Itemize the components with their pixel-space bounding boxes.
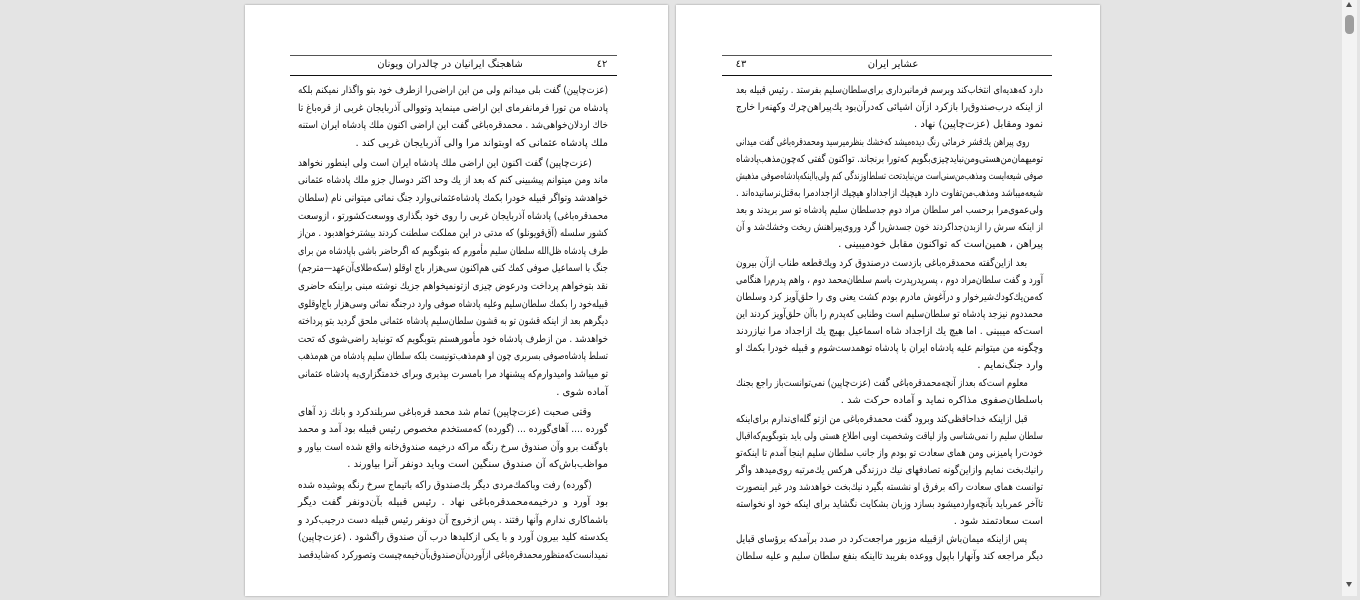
text-line: است‌که میبینی . اما هیچ یك ازاجداد شاه اسماعیل بهیچ یك ازاجداد مرا نیازردند	[736, 325, 1043, 337]
paragraph	[298, 155, 608, 401]
text-line: تو میباشد وامیدوارم‌که پیشنهاد مرا بامسرت بپذیری وبرای خدمتگزاری‌به پادشاه عثمانی	[298, 369, 608, 380]
text-line: پیراهن ، همین‌است که تواکنون مقابل خود‌میبینی .	[838, 239, 1043, 250]
text-line: باسلطان‌صفوی مذاکره نماید و آماده حرکت شد .	[840, 395, 1043, 406]
text-line: (گورده) رفت وباکمك‌مردی دیگر یك‌صندوق راکه باتیماج سرخ رنگه پوشیده شده	[298, 479, 592, 491]
text-line: شیعه‌میباشد ومذهب‌من‌تفاوت دارد هیچیك ازاجداد‌او هیچیك ازاجداد‌مرا به‌قتل‌نرسانیده‌اند .	[736, 188, 1043, 199]
scroll-down-button[interactable]	[1342, 578, 1357, 590]
paragraph	[298, 404, 608, 474]
text-line: است سعادتمند شود .	[953, 515, 1043, 527]
text-line: کشور سلسله (آق‌قویونلو) که مدتی در این مملکت سلطنت کردند بیشترخواهدبود . من‌از	[298, 228, 608, 240]
text-line: تسلط پادشاه‌صوفی بسربری چون او هم‌مذهب‌تونیست بلکه سلطان سلیم پادشاه من هم‌مذهب	[298, 351, 608, 363]
scroll-thumb[interactable]	[1345, 15, 1354, 34]
paragraph	[736, 375, 1043, 409]
text-line: (عزت‌چاپین) گفت بلی میدانم ولی من این اراضی‌را ازطرف خود بتو واگذار نمیکنم بلکه	[298, 85, 608, 96]
paragraph	[298, 477, 608, 565]
page-body	[736, 82, 1043, 566]
text-line: محمد‌دوم نیزجد پادشاه تو سلطان‌سلیم است وطنابی که‌پدرم را باآن حلق‌آویز کردند این	[736, 308, 1043, 320]
header-rule-bottom	[722, 75, 1052, 76]
header-rule-bottom	[290, 75, 617, 76]
text-line: پادشاه من تورا فرمانفرمای این اراضی مینماید وتووالی آذربایجان غربی از قره‌باغ تا	[298, 102, 608, 114]
paragraph	[736, 134, 1043, 253]
text-line: روی پیراهن یك‌قشر خرمائی رنگ دیده‌میشد که‌خشك بنظرمیرسید ومحمدقره‌باغی گفت میدانی	[736, 137, 1030, 148]
text-line: از اینکه درب‌صندوق‌را بازکرد ازآن اشیائی که‌درآن‌بود یك‌پیراهن‌چرك وکهنه‌را خارج	[736, 101, 1043, 113]
text-line: ماند ومن میتوانم پیشبینی کنم که بعد از یك وحد اکثر دوسال جزو ملك پادشاه عثمانی	[298, 175, 608, 187]
text-line: قبل ازاینکه خداحافظی‌کند وبرود گفت محمدقره‌باغی من ازتو گله‌ای‌ندارم برای‌اینکه	[736, 413, 1028, 425]
text-line: بعد ازاین‌گفته محمدقره‌باغی بازدست درصندوق کرد ویك‌قطعه طناب ازآن بیرون	[736, 257, 1028, 269]
document-page-left	[245, 5, 668, 596]
page-number: ٤٢	[596, 59, 608, 70]
page-body	[298, 82, 608, 565]
text-line: از اینکه سرش را ازبدن‌جداکردند خون جسدش‌را گرد وروی‌پیراهنش ریخت وخشك‌شد و آن	[736, 222, 1043, 233]
text-line: نمیدانست‌که‌منظور‌محمدقره‌باغی ازآوردن‌آن‌صندوق‌بآن‌خیمه‌چیست وتصورکرد که‌شاید‌قصد	[298, 549, 608, 561]
text-line: جنگ با اسماعیل صوفی کمك کنی هم‌اکنون سی‌هزار باج اوقلو (سکه‌طلای‌آن‌عهد—مترجم)	[298, 263, 608, 275]
scroll-up-button[interactable]	[1342, 0, 1357, 12]
running-title: شاهجنگ ایرانیان در چالدران ویونان	[377, 59, 523, 70]
text-line: صوفی شیعه‌ایست ومذهب‌من‌سنی‌است من‌نبایدتحت تسلط‌اوزندگی کنم ولی‌بااینکه‌پادشاه‌صوفی مذهبش	[736, 171, 1043, 182]
paragraph	[736, 411, 1043, 530]
text-line: باشما‌کاری ندارم وآنها رفتند . پس ازخروج آن دونفر رئیس قبیله دست درجیب‌کرد و	[298, 514, 608, 526]
chevron-up-icon	[1346, 2, 1352, 7]
text-line: تاآخر عمربايد بآنچه‌واردمیشود بسازد وزبان بشکایت نگشاید برای اینکه خود او نخواسته	[736, 498, 1043, 510]
running-title: عشایر ایران	[867, 59, 919, 70]
text-line: دارد که‌هدیه‌ای انتخاب‌کند وبرسم فرمانبرداری برای‌سلطان‌سلیم بفرستد . رئیس قبیله بعد	[736, 84, 1043, 96]
text-line: خواهدشد . من ازطرف پادشاه خود مأمورهستم بتوبگویم که تونباید راضی‌شوی که تحت	[298, 333, 608, 345]
text-line: که‌من‌یك‌کودك‌شیرخوار و درآغوش مادرم بودم کشت یعنی وی را حلق‌آویز کرد وسلطان	[736, 291, 1043, 303]
text-line: پس ازاینکه میمان‌باش ازقبیله مزبور مراجعت‌کرد در صدد برآمدکه برؤسای قبایل	[736, 534, 1028, 545]
paragraph	[736, 531, 1043, 565]
vertical-scrollbar[interactable]	[1342, 0, 1357, 596]
text-line: گورده .... آهای‌گورده ... (گورده) که‌مستخدم مخصوص رئیس قبیله بود آمد و محمد	[298, 424, 608, 436]
text-line: دیگر مراجعه کند وآنهارا باپول ووعده بفریبد تااینکه بنفع سلطان سلیم و علیه سلطان	[736, 551, 1043, 562]
text-line: ولی‌عموی‌مرا برحسب امر سلطان مراد دوم جدسلطان سلیم پادشاه تو سر بریدند و بعد	[736, 205, 1043, 216]
header-rule-top	[722, 55, 1052, 56]
text-line: خاك اردلان‌خواهی‌شد . محمدقره‌باغی گفت این اراضی اکنون ملك پادشاه ایران استنه	[298, 120, 608, 132]
header-rule-top	[290, 55, 617, 56]
text-line: یکدسته کلید بیرون آورد و با یکی ازکلیدها درب آن صندوق راگشود . (عزت‌چاپین)	[298, 532, 608, 544]
text-line: آورد و گفت سلطان‌مراد دوم ، پسرپدرپدرت باسم سلطان‌محمد دوم ، واهم پدرم‌را هنگامی	[736, 274, 1043, 286]
text-line: نمود ومقابل (عزت‌چاپین) نهاد .	[914, 118, 1043, 130]
text-line: باوگفت برو وآن صندوق سرخ رنگه مراکه درخیمه صندوق‌خانه واقع شده است بیاور و	[298, 441, 608, 453]
text-line: آماده شوی .	[556, 386, 608, 398]
page-number: ٤٣	[735, 59, 747, 70]
text-line: نقد بتوخواهم پرداخت ودرعوض چیزی ازتونمیخواهم جزیك نوشته مبنی براینکه حاضری	[298, 281, 608, 293]
text-line: وچگونه من میتوانم علیه پادشاه ایران با پادشاه توهمدست‌شوم و قبیله خودرا بکمك او	[736, 342, 1043, 354]
text-line: توانست همای سعادت راکه برفرق او نشسته بگیرد نیك‌بخت خواهدشد ودر غیر اینصورت	[736, 481, 1043, 493]
paragraph	[736, 255, 1043, 374]
document-page-right	[676, 5, 1100, 596]
text-line: ملك پادشاه عثمانی که اوبتواند مرا والی آذربایجان غربی کند .	[355, 137, 608, 149]
text-line: سلطان سلیم را نمی‌شناسی واز لیاقت وشخصیت اوبی اطلاع هستی ولی باید بتوبگویم‌که‌اقبال	[736, 430, 1043, 442]
text-line: دیگرهم بعد از اینکه قشون تو به قشون سلطان‌سلیم پادشاه عثمانی ملحق گردید بتو پرداخته	[298, 316, 608, 328]
paragraph	[736, 82, 1043, 133]
text-line: وارد جنگ‌نمایم .	[977, 359, 1043, 371]
text-line: خودت‌را پامیزنی ومن همای سعادت تو بودم واز جانب سلطان سلیم اینجا آمدم تا اینکه‌تو	[736, 447, 1043, 459]
text-line: مواظب‌باش‌که آن صندوق سنگین است وباید دونفر آنرا بیاورند .	[347, 459, 608, 471]
text-line: (عزت‌چاپین) گفت اکنون این اراضی ملك پادشاه ایران است ولی اینطور نخواهد	[298, 157, 592, 169]
text-line: خواهدشد وتواگر قبیله خودرا بکمك پادشاه‌عثمانی‌وارد جنگ نمائی میتوانی نام (سلطان	[298, 193, 608, 205]
text-line: رانیك‌بخت نمایم وازاین‌گونه تصادفهای نیك درزندگی هرکس یك‌مرتبه روی‌میدهد واگر	[736, 464, 1043, 476]
text-line: وقتی صحبت (عزت‌چاپین) تمام شد محمد قره‌باغی سربلندکرد و بانك زد آهای	[298, 406, 592, 418]
text-line: قبیله‌خود را بکمك سلطان‌سلیم وعلیه پادشاه صوفی وارد درجنگه نمائی وسی‌هزار باج‌اوقلوی	[298, 298, 608, 310]
text-line: تومیهمان‌من‌هستی‌ومن‌نبایدچیزی‌بگویم که‌تورا برنجاند. تواکنون گفتی که‌چون‌مذهب‌پادشاه	[736, 154, 1043, 165]
text-line: محمدقره‌باغی) پادشاه آذربایجان غربی را روی خود بگذاری ووسعت‌کشورتو ، ازوسعت	[297, 210, 608, 222]
chevron-down-icon	[1346, 582, 1352, 587]
text-line: بود آورد و درخیمه‌محمدقره‌باغی نهاد . رئیس قبیله بآن‌دونفر گفت دیگر	[298, 497, 608, 509]
paragraph	[298, 82, 608, 152]
text-line: معلوم است‌که بعداز آنچه‌محمدقره‌باغی گفت (عزت‌چاپین) نمی‌توانست‌باز راجع بجنك	[736, 378, 1028, 389]
text-line: طرف پادشاه ظل‌الله سلطان سلیم مأمورم که بتوبگویم که اگرحاضر باشی باپادشاه من برای	[298, 245, 608, 257]
